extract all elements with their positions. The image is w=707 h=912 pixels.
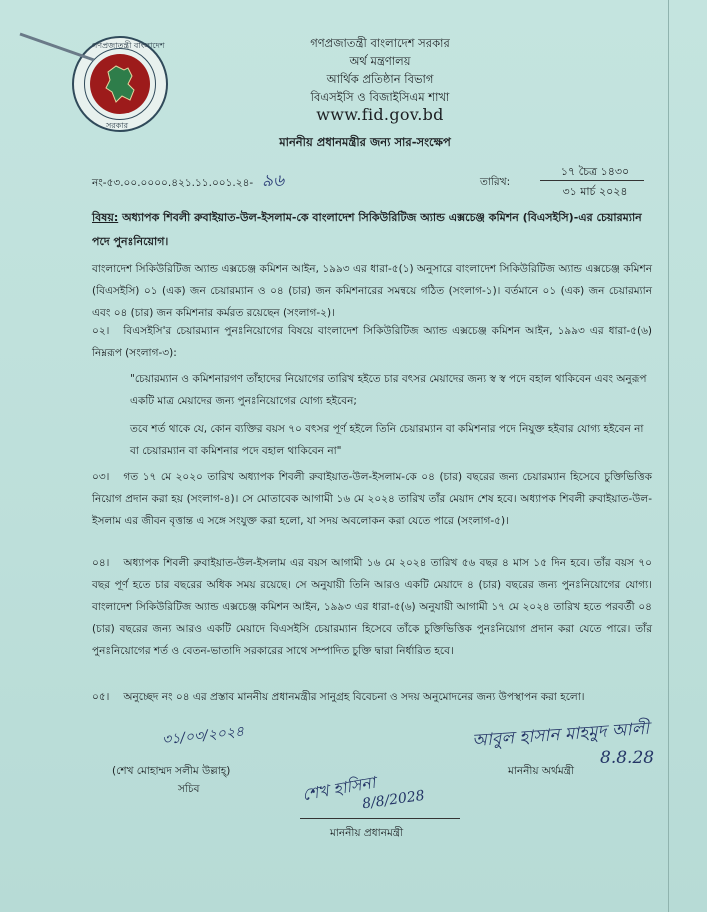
bangladesh-map-icon xyxy=(98,62,142,106)
secretary-title: সচিব xyxy=(178,783,200,795)
seal-bottom-text: সরকার xyxy=(106,121,129,130)
paragraph-4-number: ০৪। xyxy=(92,557,110,569)
paragraph-4-text: অধ্যাপক শিবলী রুবাইয়াত-উল-ইসলাম এর বয়স আগামী ১৬ মে ২০২৪ তারিখ ৫৬ বছর ৪ মাস ১৫ দিন হবে। তাঁর বয়স ৭০ বছর পূর্ণ হতে চার বছরের অধিক সময় রয়েছে। সে অনুযায়ী তিনি আরও একটি মেয়াদে ৪ (চার) বছরের জন্য পুনঃনিয়োগের যোগ্য। বাংলাদেশ সিকিউরিটিজ অ্যান্ড এক্সচেঞ্জ কমিশন আইন, ১৯৯৩ এর ধারা-৫(৬) অনুযায়ী আগামী ১৭ মে ২০২৪ তারিখ হতে পরবর্তী ০৪ (চার) বছরের জন্য আরও একটি মেয়াদে বিএসইসি চেয়ারম্যান হিসেবে তাঁকে চুক্তিভিত্তিক পুনঃনিয়োগ প্রদান করা যেতে পারে। তাঁর পুনঃনিয়োগের শর্ত ও বেতন-ভাতাদি সরকারের সাথে সম্পাদিত চুক্তি দ্বারা নির্ধারিত হবে। xyxy=(92,557,652,657)
prime-minister-title: মাননীয় প্রধানমন্ত্রী xyxy=(330,827,404,839)
paragraph-3 xyxy=(92,466,652,532)
finance-minister-title: মাননীয় অর্থমন্ত্রী xyxy=(508,765,574,777)
paragraph-2 xyxy=(92,320,652,364)
summary-title: মাননীয় প্রধানমন্ত্রীর জন্য সার-সংক্ষেপ xyxy=(279,135,451,149)
quote-1: "চেয়ারম্যান ও কমিশনারগণ তাঁহাদের নিয়োগের তারিখ হইতে চার বৎসর মেয়াদের জন্য স্ব স্ব পদে বহাল থাকিবেন এবং অনুরূপ একটি মাত্র মেয়াদের জন্য পুনঃনিয়োগের যোগ্য হইবেন; xyxy=(130,373,647,407)
seal-top-text: গণপ্রজাতন্ত্রী বাংলাদেশ xyxy=(92,41,165,50)
paragraph-4 xyxy=(92,552,652,662)
paragraph-1: বাংলাদেশ সিকিউরিটিজ অ্যান্ড এক্সচেঞ্জ কমিশন আইন, ১৯৯৩ এর ধারা-৫(১) অনুসারে বাংলাদেশ সিকিউরিটিজ অ্যান্ড এক্সচেঞ্জ কমিশন (বিএসইসি) ০১ (এক) জন চেয়ারম্যান ও ০৪ (চার) জন কমিশনারের সমন্বয়ে গঠিত (সংলাগ-১)। বর্তমানে ০১ (এক) জন চেয়ারম্যান এবং ০৪ (চার) জন কমিশনার কর্মরত রয়েছেন (সংলাগ-২)। xyxy=(92,263,652,319)
header-line-2: অর্থ মন্ত্রণালয় xyxy=(349,54,411,68)
paragraph-2-text: বিএসইসি'র চেয়ারম্যান পুনঃনিয়োগের বিষয়ে বাংলাদেশ সিকিউরিটিজ অ্যান্ড এক্সচেঞ্জ কমিশন আইন, ১৯৯৩ এর ধারা-৫(৬) নিম্নরূপ (সংলাগ-৩): xyxy=(92,325,652,359)
paragraph-3-number: ০৩। xyxy=(92,471,110,483)
subject-block xyxy=(92,206,652,254)
header-line-1: গণপ্রজাতন্ত্রী বাংলাদেশ সরকার xyxy=(310,36,450,50)
header-line-4: বিএসইসি ও বিজাইসিএম শাখা xyxy=(310,90,450,104)
date-english: ৩১ মার্চ ২০২৪ xyxy=(562,185,628,198)
paragraph-5-number: ০৫। xyxy=(92,691,110,703)
paragraph-5-text: অনুচ্ছেদ নং ০৪ এর প্রস্তাব মাননীয় প্রধানমন্ত্রীর সানুগ্রহ বিবেচনা ও সদয় অনুমোদনের জন্য উপস্থাপন করা হলো। xyxy=(123,691,585,703)
quote-2: তবে শর্ত থাকে যে, কোন ব্যক্তির বয়স ৭০ বৎসর পূর্ণ হইলে তিনি চেয়ারম্যান বা কমিশনার পদে নিযুক্ত হইবার যোগ্য হইবেন না বা চেয়ারম্যান বা কমিশনার পদে বহাল থাকিবেন না" xyxy=(130,423,644,457)
header-line-3: আর্থিক প্রতিষ্ঠান বিভাগ xyxy=(326,72,434,86)
date-label: তারিখ: xyxy=(480,176,511,188)
date-bangla: ১৭ চৈত্র ১৪৩০ xyxy=(560,165,630,178)
website-url: www.fid.gov.bd xyxy=(316,105,444,124)
memo-number-handwritten: ৯৬ xyxy=(262,171,285,191)
page-edge xyxy=(668,0,669,912)
paragraph-5 xyxy=(92,686,652,708)
prime-minister-sign-line xyxy=(300,818,460,819)
secretary-signature: ৩১/০৩/২০২৪ xyxy=(161,723,245,749)
prime-minister-date: 8/8/2028 xyxy=(361,787,426,813)
subject-text: অধ্যাপক শিবলী রুবাইয়াত-উল-ইসলাম-কে বাংলাদেশ সিকিউরিটিজ অ্যান্ড এক্সচেঞ্জ কমিশন (বিএসইসি)-এর চেয়ারম্যান পদে পুনঃনিয়োগ। xyxy=(92,211,642,248)
secretary-name: (শেখ মোহাম্মদ সলীম উল্লাহ্) xyxy=(112,765,231,777)
memo-number: নং-৫৩.০০.০০০০.৪২১.১১.০০১.২৪- xyxy=(92,177,254,189)
finance-minister-signature: আবুল হাসান মাহমুদ আলী xyxy=(471,718,650,752)
paragraph-3-text: গত ১৭ মে ২০২০ তারিখ অধ্যাপক শিবলী রুবাইয়াত-উল-ইসলাম-কে ০৪ (চার) বছরের জন্য চেয়ারম্যান হিসেবে চুক্তিভিত্তিক নিয়োগ প্রদান করা হয় (সংলাগ-৪)। সে মোতাবেক আগামী ১৬ মে ২০২৪ তারিখ তাঁর মেয়াদ শেষ হবে। অধ্যাপক শিবলী রুবাইয়াত-উল-ইসলাম এর জীবন বৃত্তান্ত এ সঙ্গে সংযুক্ত করা হলো, যা সদয় অবলোকন করা যেতে পারে (সংলাগ-৫)। xyxy=(92,471,652,527)
date-divider xyxy=(540,180,644,181)
finance-minister-date: 8.8.28 xyxy=(600,748,655,768)
subject-label: বিষয়: xyxy=(92,211,119,224)
pen-mark xyxy=(18,30,98,64)
paragraph-2-number: ০২। xyxy=(92,325,110,337)
prime-minister-signature: শেখ হাসিনা xyxy=(300,772,377,805)
